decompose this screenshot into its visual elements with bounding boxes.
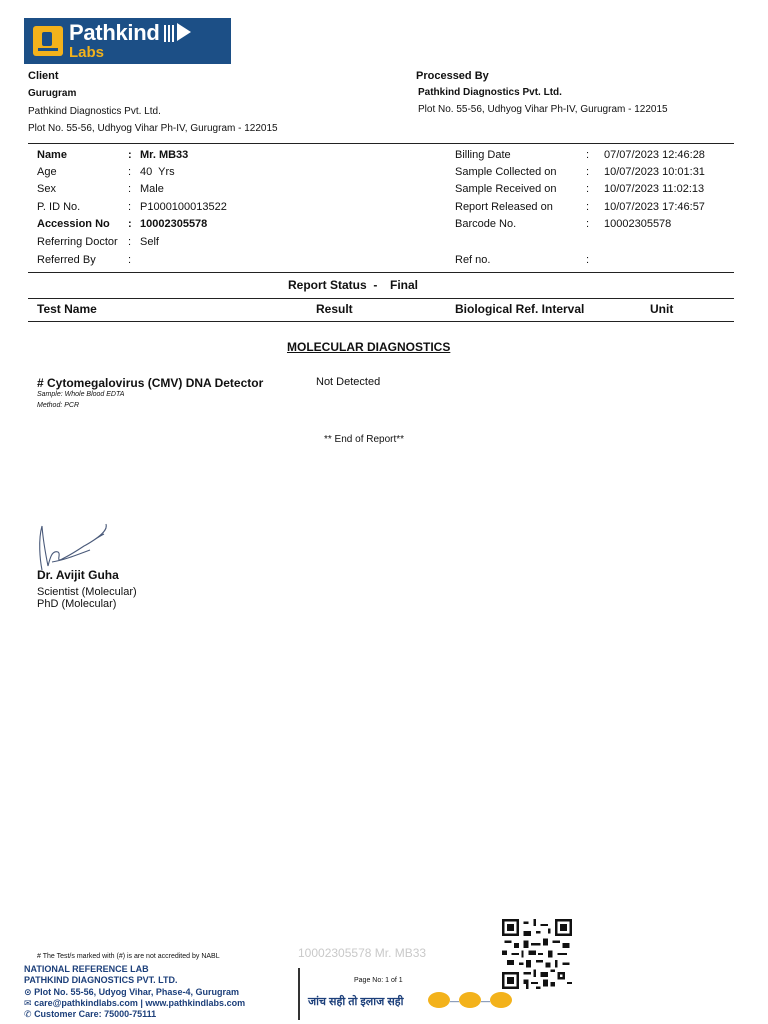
tagline: जांच सही तो इलाज सही	[308, 996, 404, 1008]
colon: :	[586, 166, 590, 178]
barcode-no: 10002305578	[604, 218, 672, 230]
billing-date: 07/07/2023 12:46:28	[604, 149, 705, 161]
colon: :	[586, 149, 590, 161]
colon: :	[128, 254, 132, 266]
colon: :	[128, 149, 132, 161]
page-number: Page No: 1 of 1	[354, 977, 403, 984]
pid-label: P. ID No.	[37, 201, 81, 213]
referred-by-label: Referred By	[37, 254, 96, 266]
processed-heading: Processed By	[416, 70, 489, 82]
colon: :	[128, 183, 132, 195]
nabl-note: # The Test/s marked with (#) is are not accredited by NABL	[37, 953, 220, 960]
phone-icon: ✆	[24, 1009, 32, 1019]
lab-address-row	[24, 987, 239, 998]
released-label: Report Released on	[455, 201, 553, 213]
end-of-report: ** End of Report**	[324, 434, 405, 445]
logo-arrow-icon	[177, 23, 191, 41]
processed-company: Pathkind Diagnostics Pvt. Ltd.	[418, 87, 562, 98]
header-result: Result	[316, 302, 353, 316]
qr-code-image	[500, 919, 574, 989]
colon: :	[586, 218, 590, 230]
ref-doctor: Self	[140, 236, 159, 248]
colon: :	[586, 201, 590, 213]
pathkind-logo	[24, 18, 231, 64]
collected-label: Sample Collected on	[455, 166, 557, 178]
divider	[28, 321, 734, 322]
microscope-icon	[33, 26, 63, 56]
footer-divider	[298, 968, 300, 1020]
patient-age: 40 Yrs	[140, 166, 175, 178]
signature-image	[34, 520, 134, 572]
name-label: Name	[37, 149, 67, 161]
stamp-icon	[428, 992, 450, 1008]
divider	[28, 143, 734, 144]
client-name: Gurugram	[28, 88, 77, 99]
stamp-icon	[490, 992, 512, 1008]
colon: :	[128, 218, 132, 230]
location-icon: ⊙	[24, 987, 32, 997]
stamp-icon	[459, 992, 481, 1008]
received-date: 10/07/2023 11:02:13	[604, 183, 705, 195]
client-address: Plot No. 55-56, Udhyog Vihar Ph-IV, Gurugram - 122015	[28, 123, 278, 134]
test-sample: Sample: Whole Blood EDTA	[37, 391, 125, 398]
watermark-text: 10002305578 Mr. MB33	[298, 946, 427, 960]
colon: :	[586, 183, 590, 195]
test-method: Method: PCR	[37, 402, 80, 409]
colon: :	[128, 201, 132, 213]
logo-bars-icon	[162, 25, 174, 44]
customer-care: Customer Care: 75000-75111	[34, 1009, 157, 1019]
colon: :	[128, 236, 132, 248]
email-icon: ✉	[24, 998, 32, 1008]
age-label: Age	[37, 166, 57, 178]
colon: :	[128, 166, 132, 178]
processed-address: Plot No. 55-56, Udhyog Vihar Ph-IV, Gurugram - 122015	[418, 104, 668, 115]
signatory-title: Scientist (Molecular)	[37, 586, 137, 598]
divider	[28, 272, 734, 273]
logo-main-text: Pathkind	[69, 20, 160, 45]
client-heading: Client	[28, 70, 59, 82]
ref-doctor-label: Referring Doctor	[37, 236, 118, 248]
lab-name-line1: NATIONAL REFERENCE LAB	[24, 964, 149, 974]
section-title: MOLECULAR DIAGNOSTICS	[287, 340, 451, 354]
colon: :	[586, 254, 590, 266]
lab-address: Plot No. 55-56, Udyog Vihar, Phase-4, Gurugram	[34, 987, 239, 997]
lab-name-line2: PATHKIND DIAGNOSTICS PVT. LTD.	[24, 975, 178, 985]
report-status-value: Final	[390, 278, 419, 292]
patient-pid: P1000100013522	[140, 201, 227, 213]
header-test-name: Test Name	[37, 302, 97, 316]
released-date: 10/07/2023 17:46:57	[604, 201, 705, 213]
lab-contact: care@pathkindlabs.com | www.pathkindlabs.com	[34, 998, 246, 1008]
collected-date: 10/07/2023 10:01:31	[604, 166, 705, 178]
logo-sub-text: Labs	[69, 44, 105, 61]
patient-sex: Male	[140, 183, 164, 195]
report-status-label: Report Status -	[288, 278, 378, 292]
header-interval: Biological Ref. Interval	[455, 302, 585, 316]
billing-date-label: Billing Date	[455, 149, 511, 161]
test-result: Not Detected	[316, 376, 381, 388]
divider	[28, 298, 734, 299]
patient-name: Mr. MB33	[140, 149, 189, 161]
signatory-name: Dr. Avijit Guha	[37, 568, 119, 582]
barcode-label: Barcode No.	[455, 218, 517, 230]
header-unit: Unit	[650, 302, 674, 316]
customer-care-row	[24, 1009, 156, 1020]
client-company: Pathkind Diagnostics Pvt. Ltd.	[28, 106, 161, 117]
signatory-degree: PhD (Molecular)	[37, 598, 117, 610]
accession-no: 10002305578	[140, 218, 208, 230]
refno-label: Ref no.	[455, 254, 491, 266]
test-name: # Cytomegalovirus (CMV) DNA Detector	[37, 376, 264, 390]
accession-label: Accession No	[37, 218, 110, 230]
tagline-stamps: — —	[428, 991, 512, 1009]
lab-contact-row	[24, 998, 245, 1009]
received-label: Sample Received on	[455, 183, 557, 195]
sex-label: Sex	[37, 183, 56, 195]
